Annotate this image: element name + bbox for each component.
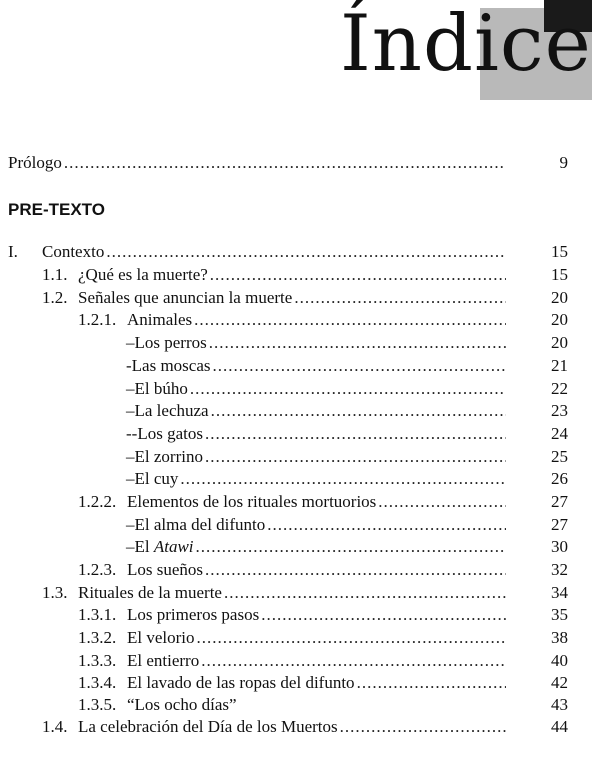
toc-entry-number: 1.1. [42, 265, 68, 284]
toc-page-number: 27 [551, 492, 568, 511]
toc-entry-number: 1.3.4. [78, 673, 117, 692]
dot-leader [261, 604, 506, 626]
toc-row [0, 423, 592, 445]
toc-entry-number: 1.2. [42, 288, 68, 307]
toc-entry [127, 559, 506, 581]
toc-page-number: 35 [551, 605, 568, 624]
toc-entry [126, 400, 506, 422]
toc-entry-label: -Las moscas [126, 356, 211, 375]
toc-entry [126, 423, 506, 445]
toc-entry-label: –Los perros [126, 333, 207, 352]
toc-page-number: 23 [551, 401, 568, 420]
dot-leader [211, 400, 506, 422]
toc-row [0, 536, 592, 558]
toc-entry-label-prefix: –El [126, 537, 154, 556]
toc-entry-number: 1.3.5. [78, 695, 117, 714]
toc-entry-label: El entierro [127, 651, 200, 670]
toc-page-number: 26 [551, 469, 568, 488]
dot-leader [340, 716, 506, 738]
toc-entry-number: 1.3.3. [78, 651, 117, 670]
dot-leader [201, 650, 506, 672]
toc-row [0, 355, 592, 377]
toc-entry-label: Señales que anuncian la muerte [78, 288, 293, 307]
toc-entry [126, 468, 506, 490]
toc-entry-label: Contexto [42, 242, 105, 261]
toc-entry [127, 650, 506, 672]
toc-entry-label: Prólogo [8, 153, 62, 172]
toc-entry-label: “Los ocho días” [127, 695, 237, 714]
toc-entry-label: El lavado de las ropas del difunto [127, 673, 355, 692]
toc-page-number: 20 [551, 288, 568, 307]
dot-leader [205, 423, 506, 445]
toc-entry-label: Los sueños [127, 560, 204, 579]
dot-leader [294, 287, 506, 309]
toc-entry [78, 287, 506, 309]
toc-page-number: 38 [551, 628, 568, 647]
toc-entry [126, 536, 506, 558]
toc-page-number: 30 [551, 537, 568, 556]
toc-row [0, 332, 592, 354]
dot-leader [267, 514, 506, 536]
toc-page-number: 44 [551, 717, 568, 736]
toc-entry [126, 332, 506, 354]
page-title: Índice [340, 0, 592, 89]
toc-page-number: 43 [551, 695, 568, 714]
dot-leader [357, 672, 506, 694]
toc-page-number: 25 [551, 447, 568, 466]
toc-entry-number: 1.2.2. [78, 492, 117, 511]
toc-entry [8, 152, 506, 174]
toc-entry [127, 694, 506, 716]
toc-page-number: 24 [551, 424, 568, 443]
toc-entry-label: –El cuy [126, 469, 179, 488]
toc-row [0, 446, 592, 468]
toc-entry [78, 716, 506, 738]
toc-entry [126, 514, 506, 536]
toc-row [0, 491, 592, 513]
toc-entry [127, 672, 506, 694]
toc-row [0, 559, 592, 581]
toc-row [0, 514, 592, 536]
dot-leader [64, 152, 506, 174]
toc-entry-number: 1.3.1. [78, 605, 117, 624]
toc-entry-label: ¿Qué es la muerte? [78, 265, 208, 284]
toc-entry-label-italic: Atawi [153, 537, 194, 556]
dot-leader [106, 241, 506, 263]
dot-leader [205, 559, 506, 581]
toc-page-number: 32 [551, 560, 568, 579]
section-heading: PRE-TEXTO [8, 200, 105, 219]
dot-leader [190, 378, 506, 400]
toc-row [0, 241, 592, 263]
toc-entry-number: 1.3.2. [78, 628, 117, 647]
toc-entry-label: --Los gatos [126, 424, 203, 443]
dot-leader [213, 355, 506, 377]
toc-entry-label: –El búho [126, 379, 188, 398]
dot-leader [196, 536, 506, 558]
toc-entry-number: I. [8, 242, 18, 261]
toc-row [0, 309, 592, 331]
toc-page-number: 34 [551, 583, 568, 602]
dot-leader [378, 491, 506, 513]
toc-entry [126, 446, 506, 468]
dot-leader [180, 468, 506, 490]
toc-page-number: 22 [551, 379, 568, 398]
toc-entry-number: 1.3. [42, 583, 68, 602]
toc-row-prologue [0, 152, 592, 174]
dot-leader [210, 264, 506, 286]
toc-page-number: 40 [551, 651, 568, 670]
toc-row [0, 650, 592, 672]
toc-row [0, 694, 592, 716]
toc-entry-label: –La lechuza [126, 401, 209, 420]
toc-entry-number: 1.2.1. [78, 310, 117, 329]
dot-leader [205, 446, 506, 468]
toc-entry-label: Rituales de la muerte [78, 583, 222, 602]
toc-row [0, 264, 592, 286]
toc-entry-label: Los primeros pasos [127, 605, 260, 624]
toc-entry [126, 355, 506, 377]
dot-leader [224, 582, 506, 604]
toc-entry-label: El velorio [127, 628, 195, 647]
toc-page-number: 27 [551, 515, 568, 534]
toc-page-number: 21 [551, 356, 568, 375]
toc-page-number: 20 [551, 310, 568, 329]
dot-leader [209, 332, 506, 354]
toc-entry-label: Elementos de los rituales mortuorios [127, 492, 377, 511]
toc-row [0, 582, 592, 604]
toc-entry [78, 264, 506, 286]
toc-page-number: 20 [551, 333, 568, 352]
toc-entry-label: –El zorrino [126, 447, 203, 466]
toc-entry [127, 491, 506, 513]
toc-page-number: 15 [551, 265, 568, 284]
toc-row [0, 400, 592, 422]
toc-row [0, 604, 592, 626]
toc-row [0, 378, 592, 400]
toc-page-number: 42 [551, 673, 568, 692]
toc-entry [126, 378, 506, 400]
toc-row [0, 716, 592, 738]
toc-entry [42, 241, 506, 263]
dot-leader [197, 627, 506, 649]
toc-entry [127, 309, 506, 331]
toc-entry-label: Animales [127, 310, 193, 329]
toc-entry-label [126, 536, 194, 558]
toc-entry [127, 627, 506, 649]
toc-entry-number: 1.2.3. [78, 560, 117, 579]
toc-page-number: 9 [559, 153, 568, 172]
dot-leader [194, 309, 506, 331]
toc-row [0, 627, 592, 649]
toc-entry-label: La celebración del Día de los Muertos [78, 717, 338, 736]
toc-row [0, 468, 592, 490]
toc-row [0, 672, 592, 694]
toc-entry [127, 604, 506, 626]
toc-page-number: 15 [551, 242, 568, 261]
toc-row [0, 287, 592, 309]
toc-entry-number: 1.4. [42, 717, 68, 736]
toc-entry [78, 582, 506, 604]
toc-entry-label: –El alma del difunto [126, 515, 266, 534]
